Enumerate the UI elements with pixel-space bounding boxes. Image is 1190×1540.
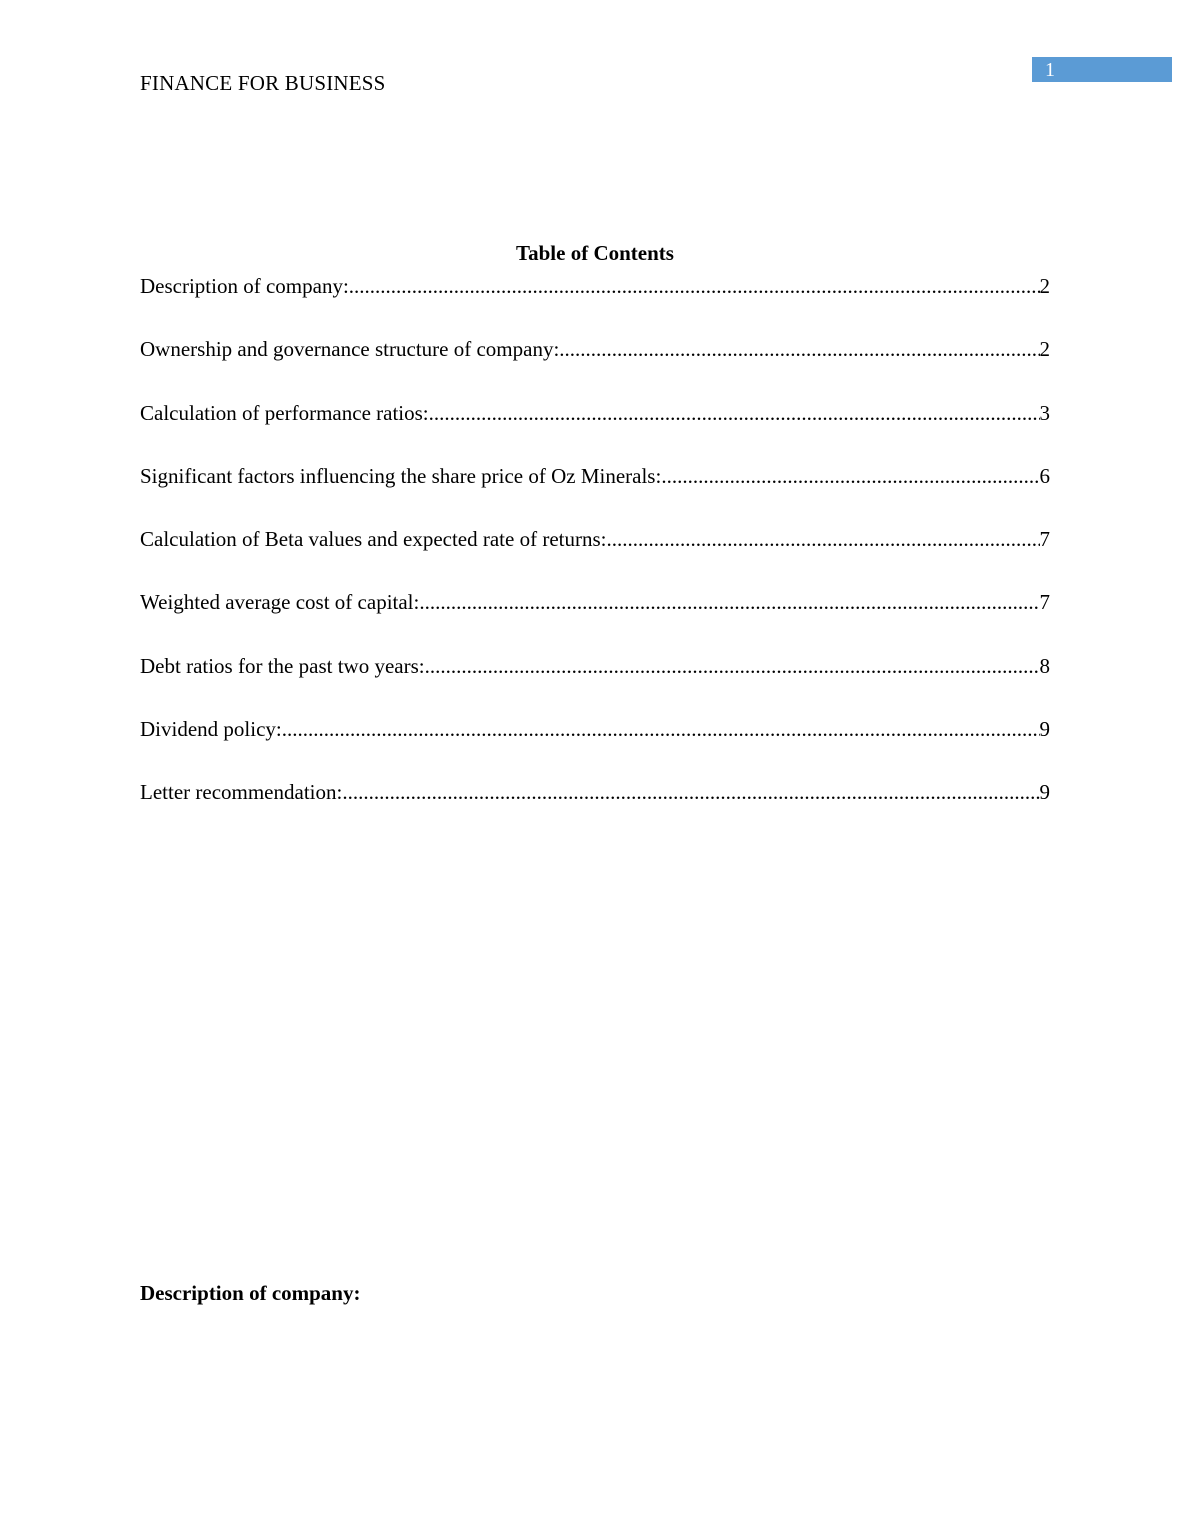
toc-entry-label: Significant factors influencing the share price of Oz Minerals: [140,463,662,488]
toc-dot-leader [349,272,1040,300]
toc-entry-label: Description of company: [140,274,349,298]
toc-dot-leader [559,335,1039,363]
toc-entry-beta-values[interactable] [140,525,1050,588]
toc-list [140,272,1050,842]
toc-entry-page-number: 9 [1039,780,1050,805]
toc-entry-page-number: 7 [1039,527,1050,552]
toc-entry-ownership-governance[interactable] [140,335,1050,398]
toc-entry-page-number: 3 [1039,400,1050,425]
toc-entry-page-number: 2 [1039,337,1050,362]
toc-entry-share-price-factors[interactable] [140,462,1050,525]
toc-entry-label: Dividend policy: [140,717,282,742]
toc-dot-leader [661,462,1039,490]
toc-dot-leader [282,715,1040,743]
toc-dot-leader [342,778,1039,806]
toc-dot-leader [606,525,1039,553]
toc-entry-label: Weighted average cost of capital: [140,590,420,615]
toc-entry-page-number: 6 [1039,463,1050,488]
toc-dot-leader [429,399,1040,427]
toc-entry-letter-recommendation[interactable] [140,778,1050,841]
page-number-badge: 1 [1032,57,1172,82]
section-heading-description-of-company: Description of company: [140,1281,361,1305]
toc-entry-page-number: 7 [1039,590,1050,615]
toc-entry-wacc[interactable] [140,588,1050,651]
toc-entry-page-number: 9 [1039,717,1050,742]
toc-dot-leader [425,652,1040,680]
toc-entry-label: Calculation of Beta values and expected rate of returns: [140,527,607,552]
toc-entry-debt-ratios[interactable] [140,652,1050,715]
toc-entry-label: Letter recommendation: [140,780,343,805]
toc-entry-label: Ownership and governance structure of company: [140,337,560,362]
page-header-title: FINANCE FOR BUSINESS [140,71,386,95]
toc-entry-dividend-policy[interactable] [140,715,1050,778]
toc-entry-page-number: 8 [1039,653,1050,678]
toc-entry-label: Calculation of performance ratios: [140,400,429,425]
toc-entry-performance-ratios[interactable] [140,399,1050,462]
toc-entry-description-of-company[interactable] [140,272,1050,335]
toc-entry-label: Debt ratios for the past two years: [140,653,425,678]
toc-dot-leader [419,588,1039,616]
toc-entry-page-number: 2 [1039,274,1050,298]
toc-heading: Table of Contents [516,241,674,265]
